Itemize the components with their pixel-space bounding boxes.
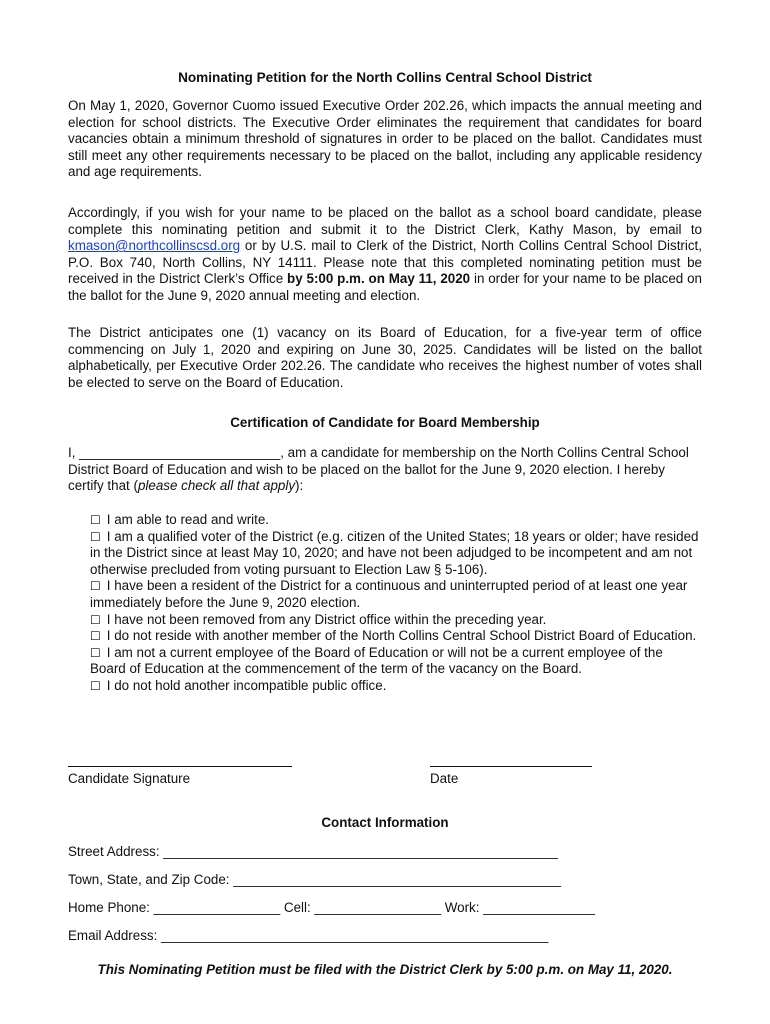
checklist-item [90,645,702,678]
date-line[interactable] [430,754,592,767]
submission-deadline: by 5:00 p.m. on May 11, 2020 [287,271,471,287]
checkbox-icon[interactable]: ☐ [90,529,101,544]
contact-heading: Contact Information [321,815,449,830]
certification-intro-text: I, ___________________________, am a candidate for membership on the North Collins Central School District Board of Education and wish to be placed on the ballot for the June 9, 2020 election. I hereby certify that ( [68,445,689,494]
certification-heading: Certification of Candidate for Board Membership [230,415,540,430]
clerk-email-link[interactable]: kmason@northcollinscsd.org [68,238,241,254]
certification-checklist [90,512,702,695]
date-label: Date [430,771,459,786]
checklist-item-text: I have not been removed from any District office within the preceding year. [106,611,547,627]
checklist-item [90,529,702,579]
certification-intro-italic: please check all that apply [137,478,296,494]
checklist-item [90,628,702,645]
street-address-field[interactable]: Street Address: _____________________________________________________ [68,844,558,859]
checklist-item [90,612,702,629]
checklist-item [90,512,702,529]
checklist-item-text: I have been a resident of the District for a continuous and uninterrupted period of at least one year immediately before the June 9, 2020 election. [90,578,688,610]
signature-line[interactable] [68,754,292,767]
checklist-item-text: I do not hold another incompatible public office. [106,677,387,693]
signature-label: Candidate Signature [68,771,191,786]
paragraph-vacancy: The District anticipates one (1) vacancy on its Board of Education, for a five-year term of office commencing on July 1, 2020 and expiring on June 30, 2025. Candidates will be listed on the ballot alphabetically, per Executive Order 202.26. The candidate who receives the highest number of votes shall be elected to serve on the Board of Education. [68,325,702,390]
certification-intro-end: ): [295,478,304,494]
checklist-item-text: I am not a current employee of the Board of Education or will not be a current employee of the Board of Education at the commencement of the term of the vacancy on the Board. [90,644,663,677]
paragraph-executive-order: On May 1, 2020, Governor Cuomo issued Executive Order 202.26, which impacts the annual meeting and election for school districts. The Executive Order eliminates the requirement that candidates for board vacancies obtain a minimum threshold of signatures in order to be placed on the ballot. Candidates must still meet any other requirements necessary to be placed on the ballot, including any applicable residency and age requirements. [68,98,702,180]
town-state-zip-field[interactable]: Town, State, and Zip Code: ____________________________________________ [68,872,561,887]
submission-text-1: Accordingly, if you wish for your name to be placed on the ballot as a school board candidate, please complete this nominating petition and submit it to the District Clerk, Kathy Mason, by email to [68,205,702,237]
checkbox-icon[interactable]: ☐ [90,579,101,594]
submission-text-2: or by U.S. mail to Clerk of the District, North Collins Central School District, P.O. Box 740, North Collins, NY 14111. Please note that this completed nominating petition must be received in the District Clerk’s Office [68,238,702,287]
paragraph-submission-instructions [68,205,702,305]
submission-text-3: in order for your name to be placed on the ballot for the June 9, 2020 annual meeting and election. [68,271,702,303]
document-title: Nominating Petition for the North Collins Central School District [178,70,592,85]
checklist-item-text: I do not reside with another member of the North Collins Central School District Board of Education. [106,628,697,644]
checkbox-icon[interactable]: ☐ [90,645,101,660]
checklist-item [90,578,702,611]
checklist-item-text: I am able to read and write. [106,512,270,527]
checkbox-icon[interactable]: ☐ [90,513,101,527]
filing-deadline-notice: This Nominating Petition must be filed with the District Clerk by 5:00 p.m. on May 11, 2020. [97,962,673,977]
checkbox-icon[interactable]: ☐ [90,612,101,627]
phone-fields[interactable]: Home Phone: _________________ Cell: _________________ Work: _______________ [68,900,595,915]
checkbox-icon[interactable]: ☐ [90,678,101,693]
email-address-field[interactable]: Email Address: ____________________________________________________ [68,928,549,943]
certification-intro [68,445,702,495]
checklist-item-text: I am a qualified voter of the District (e.g. citizen of the United States; 18 years or older; have resided in the District since at least May 10, 2020; and have not been adjudged to be incompetent and am not otherwise precluded from voting pursuant to Election Law § 5-106). [90,528,699,577]
checklist-item [90,678,702,695]
checkbox-icon[interactable]: ☐ [90,629,101,644]
